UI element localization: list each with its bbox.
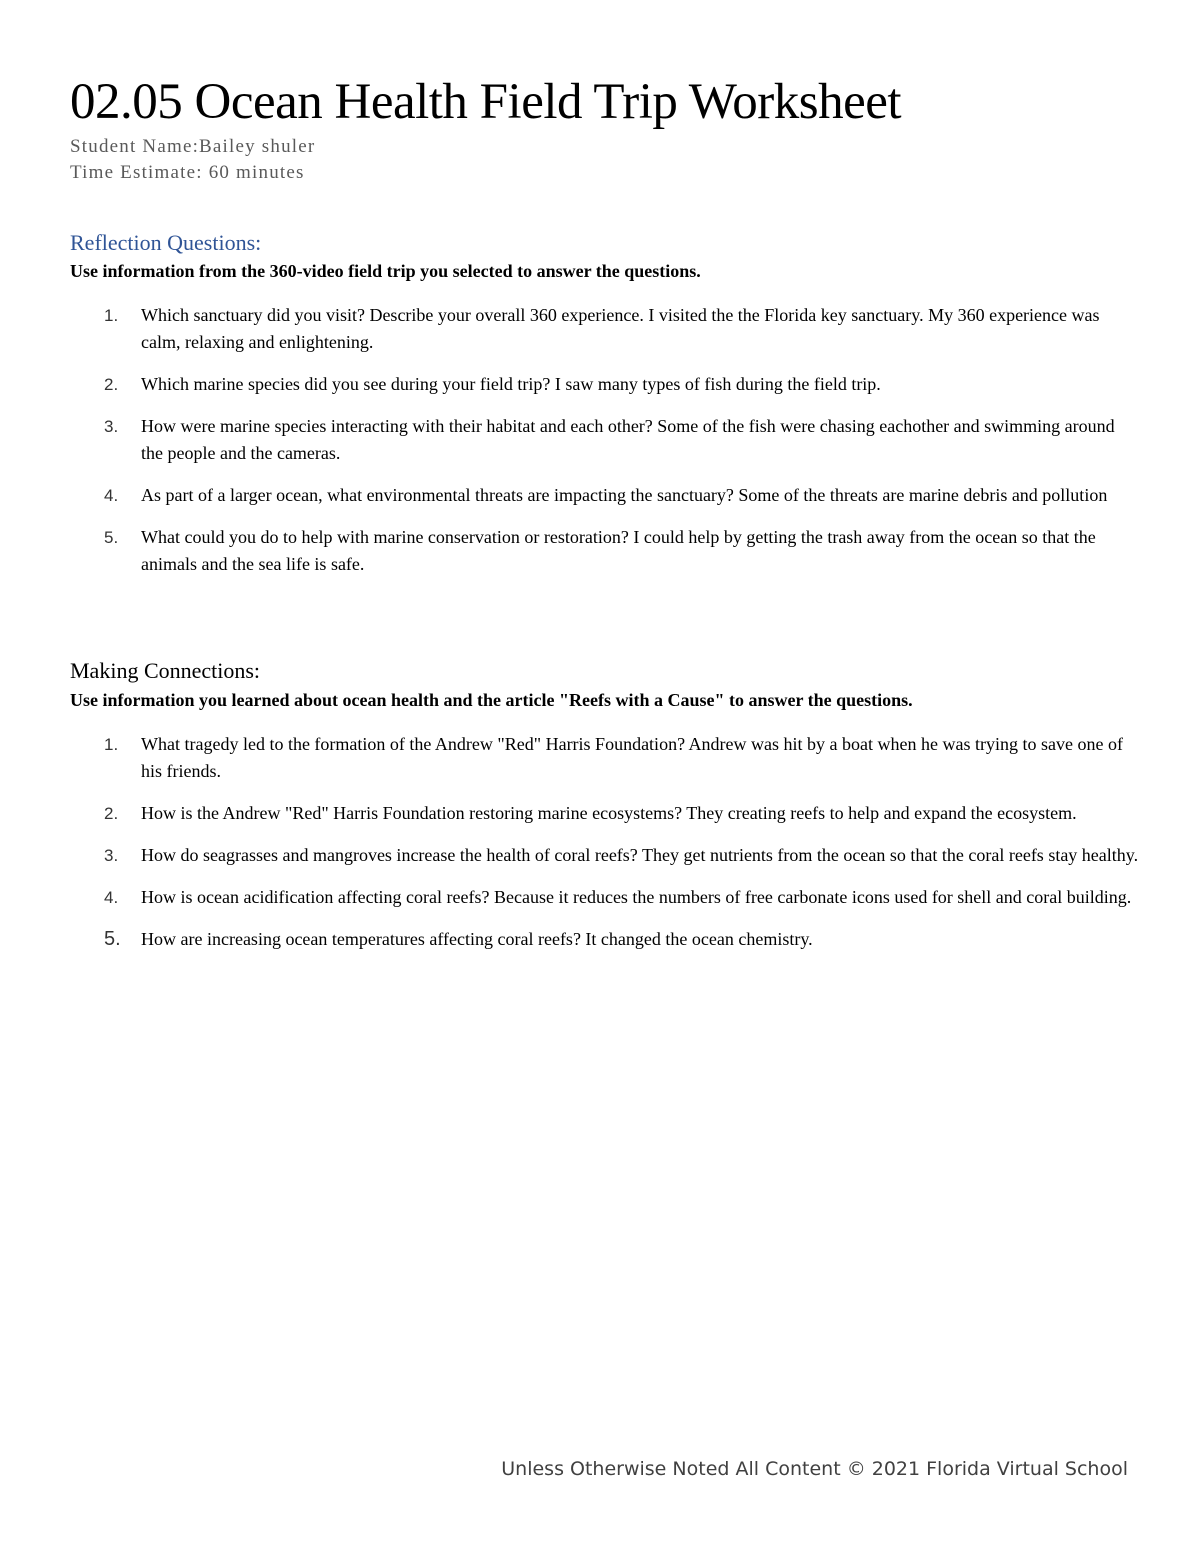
question-number: 1. (104, 735, 119, 754)
question-number: 4. (104, 486, 119, 505)
question-text: Which marine species did you see during your field trip? I saw many types of fish during the field trip. (141, 374, 881, 394)
question-text: As part of a larger ocean, what environmental threats are impacting the sanctuary? Some of the threats are marine debris and pollution (141, 485, 1108, 505)
reflection-heading: Reflection Questions: (70, 230, 262, 255)
question-number: 2. (104, 804, 119, 823)
question-text: What tragedy led to the formation of the Andrew "Red" Harris Foundation? Andrew was hit by a boat when he was trying to save one of his friends. (141, 734, 1123, 781)
connections-question-item (70, 842, 1140, 869)
question-number: 5. (104, 928, 121, 950)
question-number: 1. (104, 306, 119, 325)
reflection-question-list (70, 302, 1140, 593)
question-text: Which sanctuary did you visit? Describe your overall 360 experience. I visited the the Florida key sanctuary. My 360 experience was calm, relaxing and enlightening. (141, 305, 1100, 352)
reflection-question-item (70, 302, 1140, 356)
page-title: 02.05 Ocean Health Field Trip Worksheet (70, 74, 902, 130)
connections-question-list (70, 731, 1140, 968)
footer-copyright: Unless Otherwise Noted All Content © 2021 Florida Virtual School (501, 1458, 1128, 1480)
question-text: How were marine species interacting with their habitat and each other? Some of the fish were chasing eachother and swimming around the people and the cameras. (141, 416, 1115, 463)
question-text: How do seagrasses and mangroves increase the health of coral reefs? They get nutrients from the ocean so that the coral reefs stay healthy. (141, 845, 1139, 865)
connections-question-item (70, 731, 1140, 785)
reflection-instructions: Use information from the 360-video field trip you selected to answer the questions. (70, 261, 701, 281)
reflection-question-item (70, 371, 1140, 398)
question-number: 2. (104, 375, 119, 394)
connections-question-item (70, 884, 1140, 911)
question-text: How are increasing ocean temperatures affecting coral reefs? It changed the ocean chemistry. (141, 929, 813, 949)
question-number: 5. (104, 528, 119, 547)
student-name-line: Student Name:Bailey shuler (70, 136, 316, 157)
question-number: 3. (104, 417, 119, 436)
connections-question-item (70, 926, 1140, 953)
question-number: 4. (104, 888, 119, 907)
connections-question-item (70, 800, 1140, 827)
connections-heading: Making Connections: (70, 658, 261, 683)
question-text: What could you do to help with marine conservation or restoration? I could help by getting the trash away from the ocean so that the animals and the sea life is safe. (141, 527, 1096, 574)
reflection-question-item (70, 413, 1140, 467)
question-text: How is the Andrew "Red" Harris Foundation restoring marine ecosystems? They creating reefs to help and expand the ecosystem. (141, 803, 1077, 823)
question-text: How is ocean acidification affecting coral reefs? Because it reduces the numbers of free carbonate icons used for shell and coral building. (141, 887, 1132, 907)
reflection-question-item (70, 524, 1140, 578)
reflection-question-item (70, 482, 1140, 509)
connections-instructions: Use information you learned about ocean health and the article "Reefs with a Cause" to answer the questions. (70, 690, 913, 710)
time-estimate-line: Time Estimate: 60 minutes (70, 162, 305, 183)
question-number: 3. (104, 846, 119, 865)
